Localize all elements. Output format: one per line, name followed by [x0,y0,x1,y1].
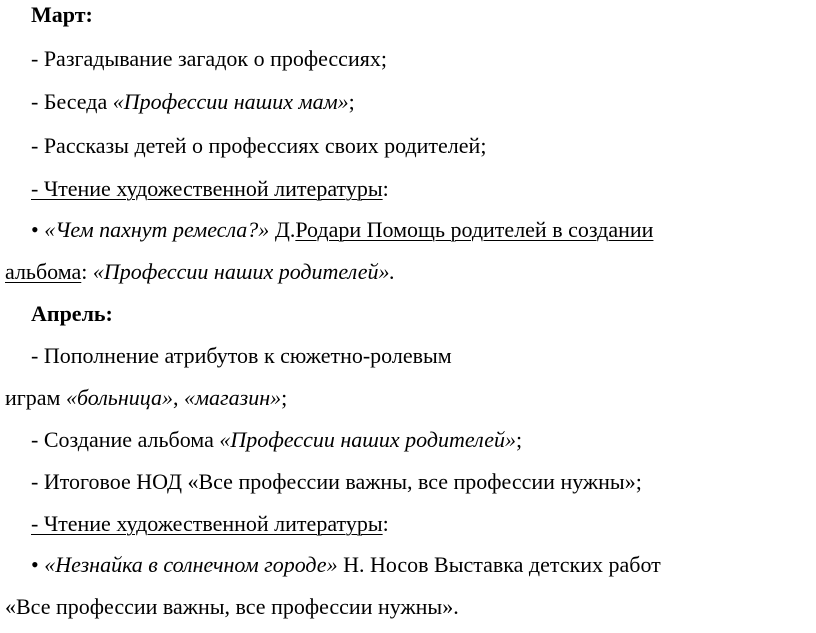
march-item-conversation: - Беседа «Профессии наших мам»; [31,89,355,114]
april-reading-heading: - Чтение художественной литературы: [31,511,389,536]
april-item-final-lesson: - Итоговое НОД «Все профессии важны, все профессии нужны»; [31,469,642,494]
march-item-riddles: - Разгадывание загадок о профессиях; [31,46,387,71]
april-item-album: - Создание альбома «Профессии наших родителей»; [31,427,523,452]
march-reading-item: • «Чем пахнут ремесла?» Д.Родари Помощь родителей в создании [31,217,654,242]
april-heading: Апрель: [31,301,113,326]
april-item-attributes-cont: играм «больница», «магазин»; [5,385,288,410]
april-item-attributes: - Пополнение атрибутов к сюжетно-ролевым [31,343,452,368]
april-exhibition-line: «Все профессии важны, все профессии нужны». [5,594,459,619]
march-item-stories: - Рассказы детей о профессиях своих родителей; [31,133,487,158]
april-reading-item: • «Незнайка в солнечном городе» Н. Носов Выставка детских работ [31,552,661,577]
march-reading-heading: - Чтение художественной литературы: [31,176,389,201]
march-heading: Март: [31,2,93,27]
march-album-line: альбома: «Профессии наших родителей». [5,259,396,284]
